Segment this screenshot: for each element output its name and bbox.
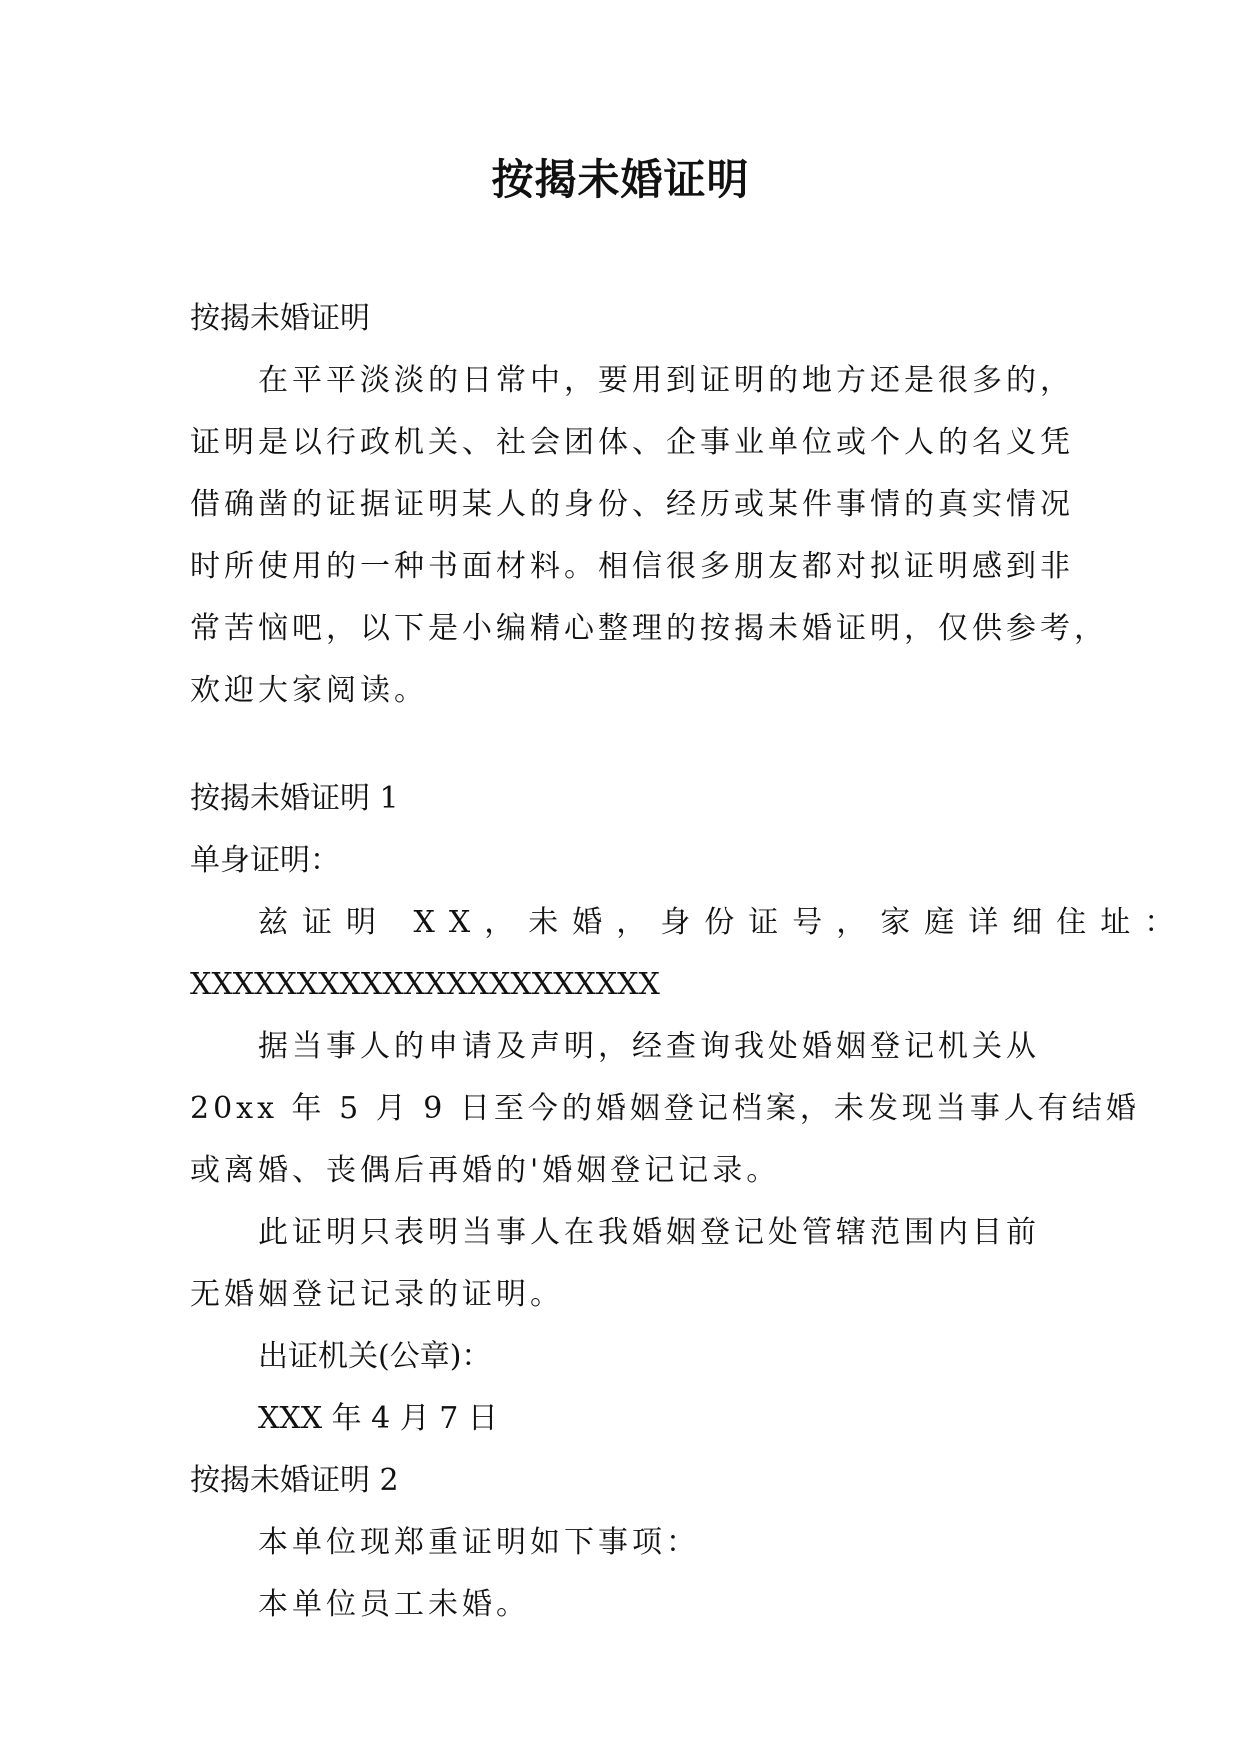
section1-para3-line: 此证明只表明当事人在我婚姻登记处管辖范围内目前	[258, 1215, 1040, 1250]
section1-line: 兹证明 XX，未婚，身份证号，家庭详细住址：	[258, 905, 1189, 940]
intro-line: 常苦恼吧，以下是小编精心整理的按揭未婚证明，仅供参考，	[190, 611, 1108, 646]
section1-para2-line: 据当事人的申请及声明，经查询我处婚姻登记机关从	[258, 1029, 1040, 1064]
intro-line: 时所使用的一种书面材料。相信很多朋友都对拟证明感到非	[190, 549, 1074, 584]
section1-para2-line: 或离婚、丧偶后再婚的'婚姻登记记录。	[190, 1153, 781, 1188]
intro-line: 在平平淡淡的日常中，要用到证明的地方还是很多的，	[258, 363, 1074, 398]
section2-line: 本单位现郑重证明如下事项：	[258, 1525, 700, 1560]
section1-issuer: 出证机关(公章)：	[258, 1339, 492, 1374]
section2-heading: 按揭未婚证明 2	[190, 1463, 399, 1498]
intro-heading: 按揭未婚证明	[190, 301, 370, 336]
section1-line: XXXXXXXXXXXXXXXXXXXXXX	[190, 967, 660, 1002]
section1-para2-line: 20xx 年 5 月 9 日至今的婚姻登记档案，未发现当事人有结婚	[190, 1091, 1140, 1126]
document-title: 按揭未婚证明	[491, 155, 750, 204]
document-body	[190, 288, 1189, 1636]
section1-para3-line: 无婚姻登记记录的证明。	[190, 1277, 564, 1312]
section2-line: 本单位员工未婚。	[258, 1587, 530, 1622]
section1-heading: 按揭未婚证明 1	[190, 781, 399, 816]
intro-line: 证明是以行政机关、社会团体、企事业单位或个人的名义凭	[190, 425, 1074, 460]
section1-subheading: 单身证明：	[190, 843, 340, 878]
intro-line: 欢迎大家阅读。	[190, 673, 428, 708]
paragraph-gap	[190, 722, 1060, 768]
section1-date: XXX 年 4 月 7 日	[258, 1401, 498, 1436]
intro-line: 借确凿的证据证明某人的身份、经历或某件事情的真实情况	[190, 487, 1074, 522]
